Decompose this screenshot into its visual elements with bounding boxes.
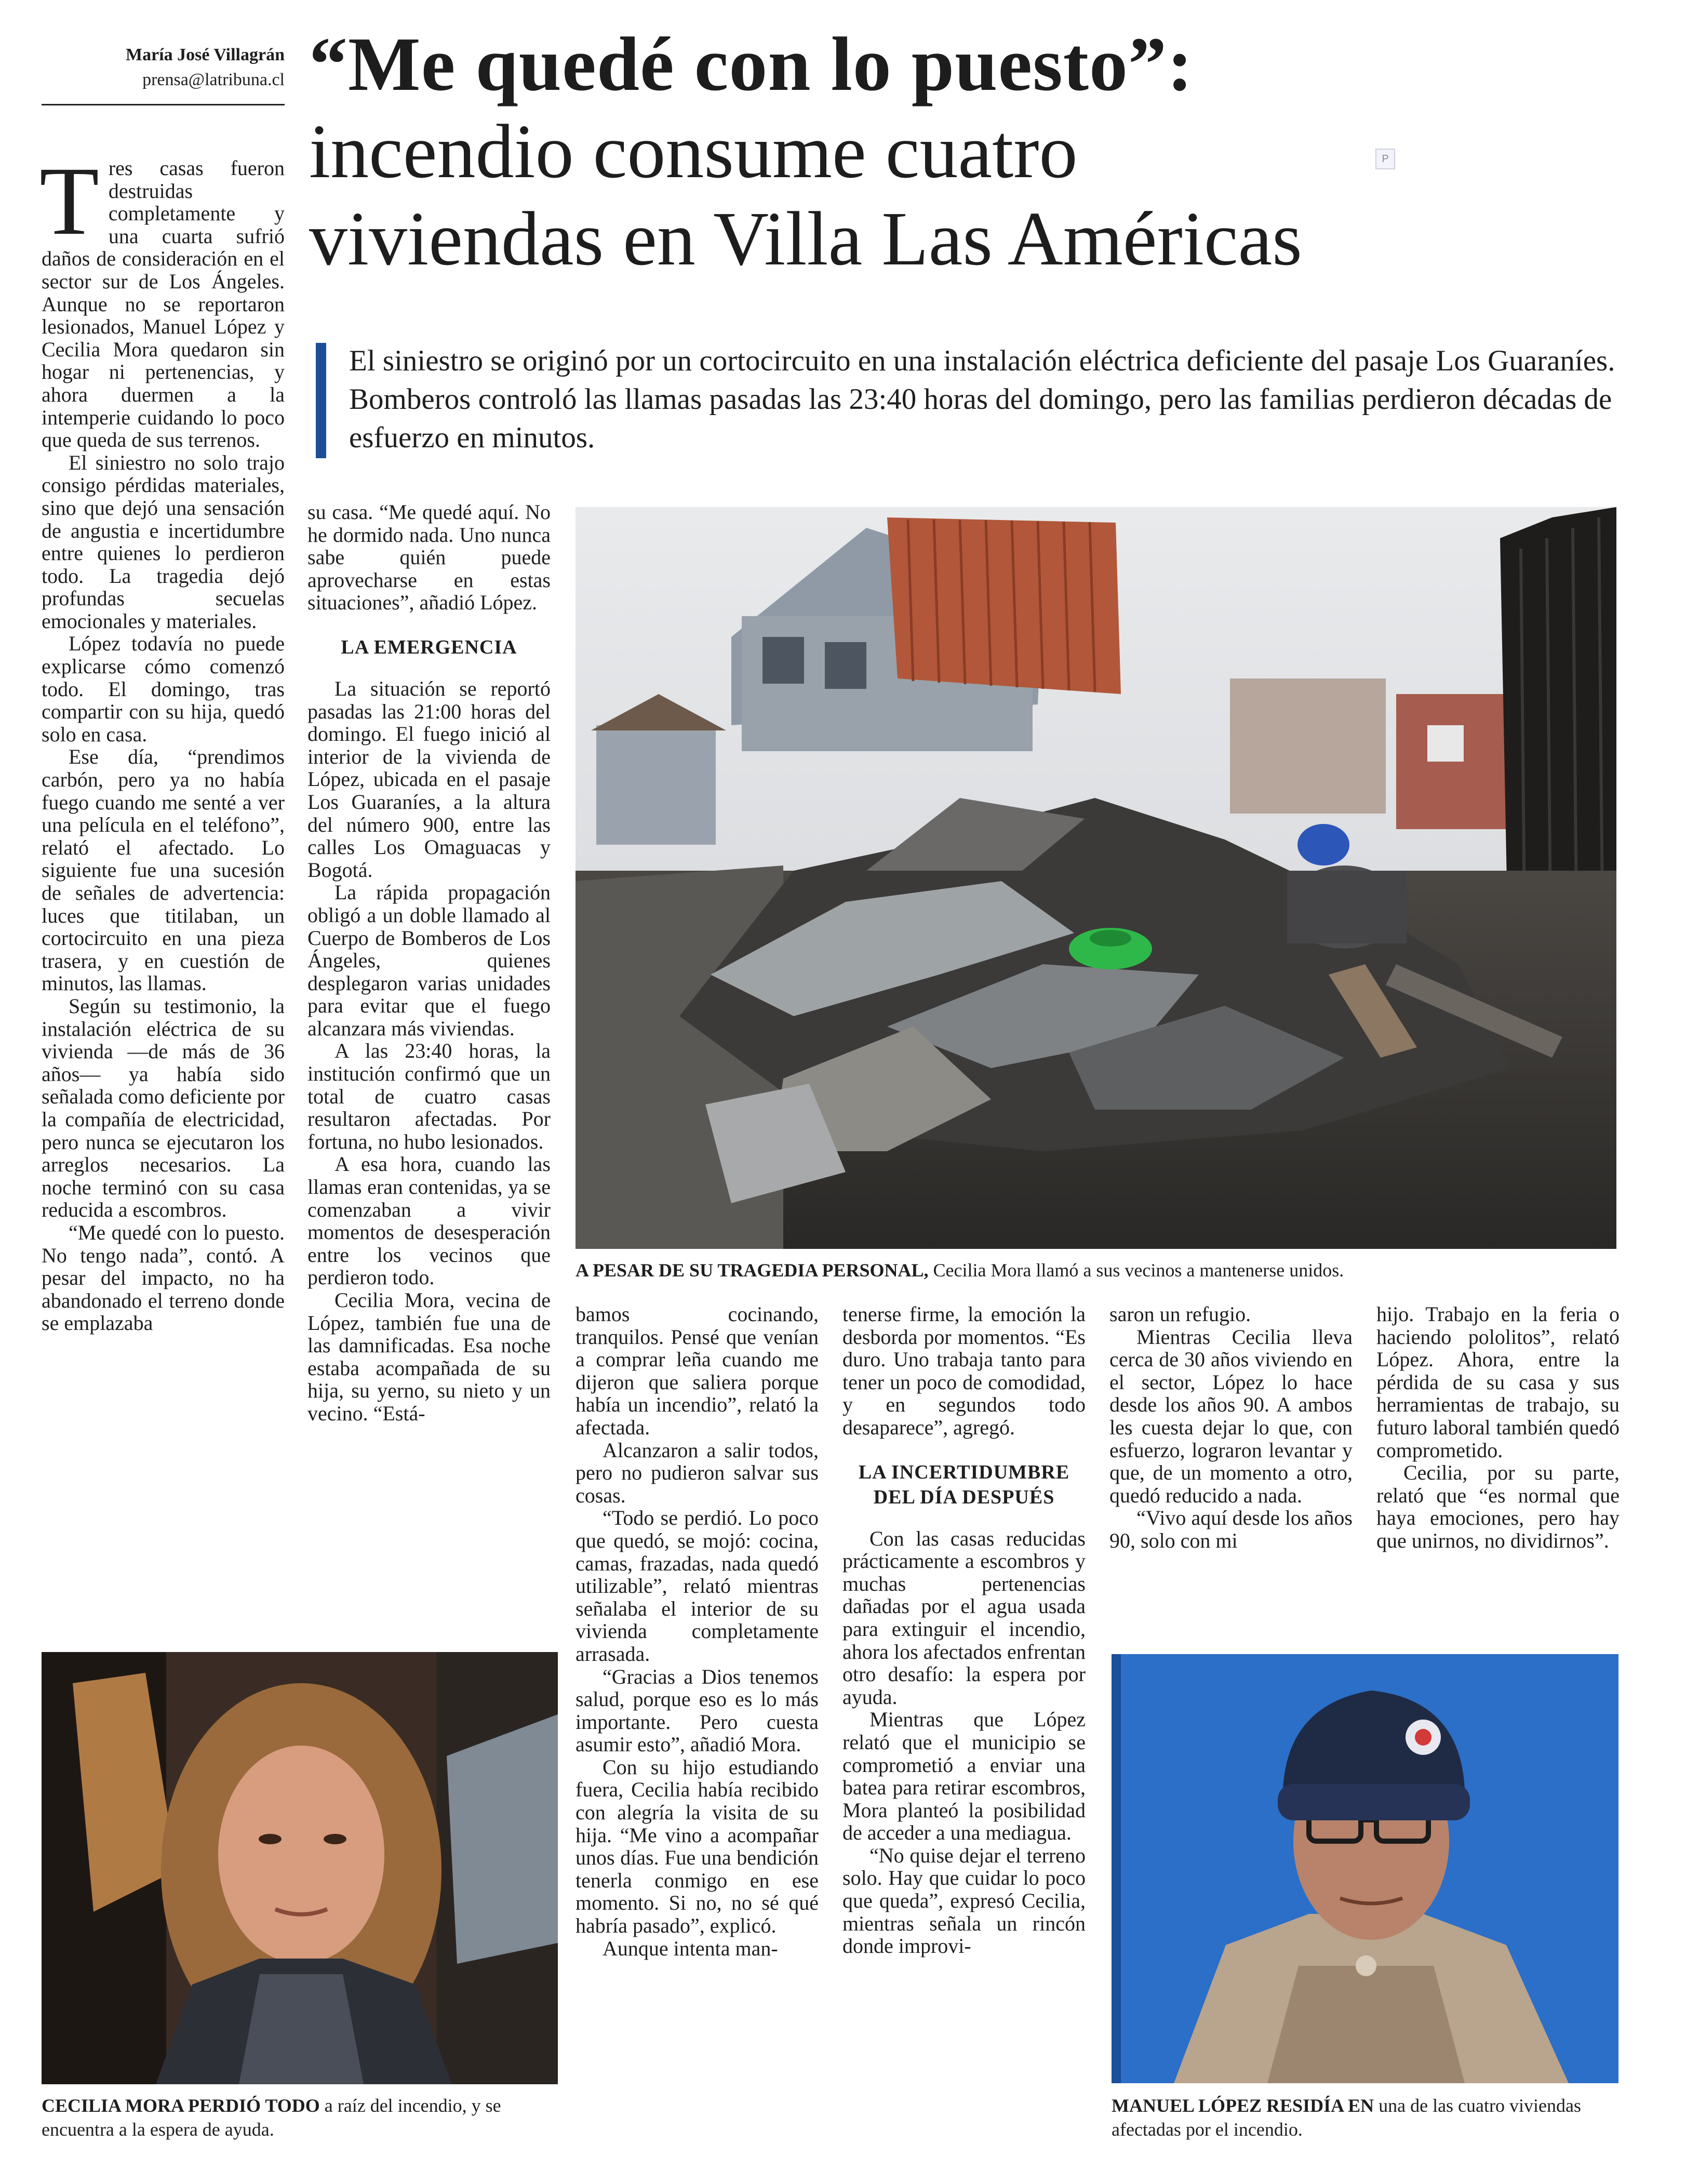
paragraph: tenerse firme, la emoción la desborda por momentos. “Es duro. Uno trabaja tanto para tener un poco de comodidad, y en segundos todo desaparece”, agregó. [842,1302,1086,1439]
paragraph: saron un refugio. [1109,1302,1251,1326]
dek-accent-bar [316,343,326,458]
main-photo-caption [576,1258,1620,1282]
paragraph: Mientras que López relató que el municipio se comprometió a enviar una batea para retirar escombros, Mora planteó la posibilidad de acceder a una mediagua. [842,1708,1086,1845]
article-column-2 [307,501,551,1425]
caption-text: una de las cuatro viviendas afectadas por el incendio. [1112,2095,1581,2140]
photo-manuel-lopez [1112,1654,1618,2083]
section-heading-incertidumbre: LA INCERTIDUMBRE DEL DÍA DESPUÉS [858,1461,1070,1508]
paragraph: A esa hora, cuando las llamas eran contenidas, ya se comenzaban a vivir momentos de desesperación entre los vecinos que perdieron todo. [307,1152,551,1289]
paragraph: “Vivo aquí desde los años 90, solo con mi [1109,1506,1353,1552]
publisher-mark-icon: P [1375,149,1395,169]
caption-text: Cecilia Mora llamó a sus vecinos a mantenerse unidos. [928,1260,1344,1281]
headline [309,21,1556,283]
byline-divider [42,104,285,105]
paragraph: hijo. Trabajo en la feria o haciendo pololitos”, relató López. Ahora, entre la pérdida de su casa y sus herramientas de trabajo, su futuro laboral también quedó comprometido. [1376,1302,1620,1462]
byline [42,43,285,92]
paragraph: López todavía no puede explicarse cómo comenzó todo. El domingo, tras compartir con su hija, quedó solo en casa. [42,632,285,746]
drop-cap: T [39,147,99,255]
author-name: María José Villagrán [126,45,285,64]
paragraph: Con las casas reducidas prácticamente a escombros y muchas pertenencias dañadas por el agua usada para extinguir el incendio, ahora los afectados enfrentan otro desafío: la espera por ayuda. [842,1526,1086,1709]
caption-lead: CECILIA MORA PERDIÓ TODO [42,2095,320,2116]
paragraph: “Todo se perdió. Lo poco que quedó, se mojó: cocina, camas, frazadas, nada quedó utilizable”, relató mientras señalaba el interior de su vivienda completamente arrasada. [576,1506,819,1666]
author-email[interactable]: prensa@latribuna.cl [142,70,285,89]
paragraph: Cecilia Mora, vecina de López, también fue una de las damnificadas. Esa noche estaba acompañada de su hija, su yerno, su nieto y un vecino. “Está- [307,1288,551,1425]
article-column-6 [1376,1303,1620,1552]
right-photo-caption [1112,2094,1618,2141]
paragraph: “Me quedé con lo puesto. No tengo nada”, contó. A pesar del impacto, no ha abandonado el terreno donde se emplazaba [42,1220,285,1335]
paragraph: Aunque intenta man- [603,1936,778,1960]
paragraph: Alcanzaron a salir todos, pero no pudieron salvar sus cosas. [576,1438,819,1507]
section-heading-emergencia: LA EMERGENCIA [341,636,517,658]
portrait-man-illustration [1112,1654,1618,2083]
headline-line-1: “Me quedé con lo puesto”: [309,22,1194,107]
paragraph: Con su hijo estudiando fuera, Cecilia había recibido con alegría la visita de su hija. “Me vino a acompañar unos días. Fue una bendición tenerla conmigo en ese momento. Si no, no sé qué habría pasado”, explicó. [576,1755,819,1938]
caption-lead: A PESAR DE SU TRAGEDIA PERSONAL, [576,1260,929,1281]
paragraph: La rápida propagación obligó a un doble llamado al Cuerpo de Bomberos de Los Ángeles, quienes desplegaron varias unidades para evitar que el fuego alcanzara más viviendas. [307,881,551,1040]
dek-summary: El siniestro se originó por un cortocircuito en una instalación eléctrica deficiente del pasaje Los Guaraníes. Bomberos controló las llamas pasadas las 23:40 horas del domingo, pero las familias perdieron décadas de esfuerzo en minutos. [349,344,1615,454]
paragraph: su casa. “Me quedé aquí. No he dormido nada. Uno nunca sabe quién puede aprovecharse en estas situaciones”, añadió López. [307,500,551,615]
paragraph: Según su testimonio, la instalación eléctrica de su vivienda —de más de 36 años— ya había sido señalada como deficiente por la compañía de electricidad, pero nunca se ejecutaron los arreglos necesarios. La noche terminó con su casa reducida a escombros. [42,994,285,1222]
article-column-4 [842,1303,1086,1957]
main-photo-fire-debris [576,507,1616,1249]
caption-lead: MANUEL LÓPEZ RESIDÍA EN [1112,2095,1374,2116]
left-photo-caption [42,2094,561,2141]
headline-line-3: viviendas en Villa Las Américas [309,196,1302,282]
paragraph: bamos cocinando, tranquilos. Pensé que venían a comprar leña cuando me dijeron que saliera porque había un incendio”, relató la afectada. [576,1302,819,1439]
paragraph: “No quise dejar el terreno solo. Hay que cuidar lo poco que queda”, expresó Cecilia, mientras señala un rincón donde improvi- [842,1843,1086,1958]
caption-text: a raíz del incendio, y se encuentra a la espera de ayuda. [42,2095,501,2140]
paragraph: A las 23:40 horas, la institución confirmó que un total de cuatro casas resultaron afectadas. Por fortuna, no hubo lesionados. [307,1039,551,1153]
debris-illustration [576,507,1616,1249]
article-column-5 [1109,1303,1353,1552]
headline-line-2: incendio consume cuatro [309,109,1078,194]
paragraph: res casas fueron destruidas completamente y una cuarta sufrió daños de consideración en el sector sur de Los Ángeles. Aunque no se reportaron lesionados, Manuel López y Cecilia Mora quedaron sin hogar ni pertenencias, y ahora duermen a la intemperie cuidando lo poco que queda de sus terrenos. [42,156,285,452]
paragraph: Cecilia, por su parte, relató que “es normal que haya emociones, pero hay que unirnos, no dividirnos”. [1376,1461,1620,1552]
portrait-woman-illustration [42,1652,558,2084]
article-column-3 [576,1303,819,1960]
photo-cecilia-mora [42,1652,558,2084]
article-column-1 [39,147,285,1335]
paragraph: El siniestro no solo trajo consigo pérdidas materiales, sino que dejó una sensación de angustia e incertidumbre entre quienes lo perdieron todo. La tragedia dejó profundas secuelas emocionales y materiales. [42,450,285,633]
paragraph: La situación se reportó pasadas las 21:00 horas del domingo. El fuego inició al interior de la vivienda de López, ubicada en el pasaje Los Guaraníes, a la altura del número 900, entre las calles Los Omaguacas y Bogotá. [307,676,551,882]
paragraph: “Gracias a Dios tenemos salud, porque eso es lo más importante. Pero cuesta asumir esto”, añadió Mora. [576,1664,819,1756]
paragraph: Ese día, “prendimos carbón, pero ya no había fuego cuando me senté a ver una película en el teléfono”, relató el afectado. Lo siguiente fue una sucesión de señales de advertencia: luces que titilaban, un cortocircuito en una pieza trasera, y en cuestión de minutos, las llamas. [42,745,285,995]
paragraph: Mientras Cecilia lleva cerca de 30 años viviendo en el sector, López lo hace desde los años 90. A ambos les cuesta dejar lo que, con esfuerzo, lograron levantar y que, de un momento a otro, quedó reducido a nada. [1109,1325,1353,1507]
